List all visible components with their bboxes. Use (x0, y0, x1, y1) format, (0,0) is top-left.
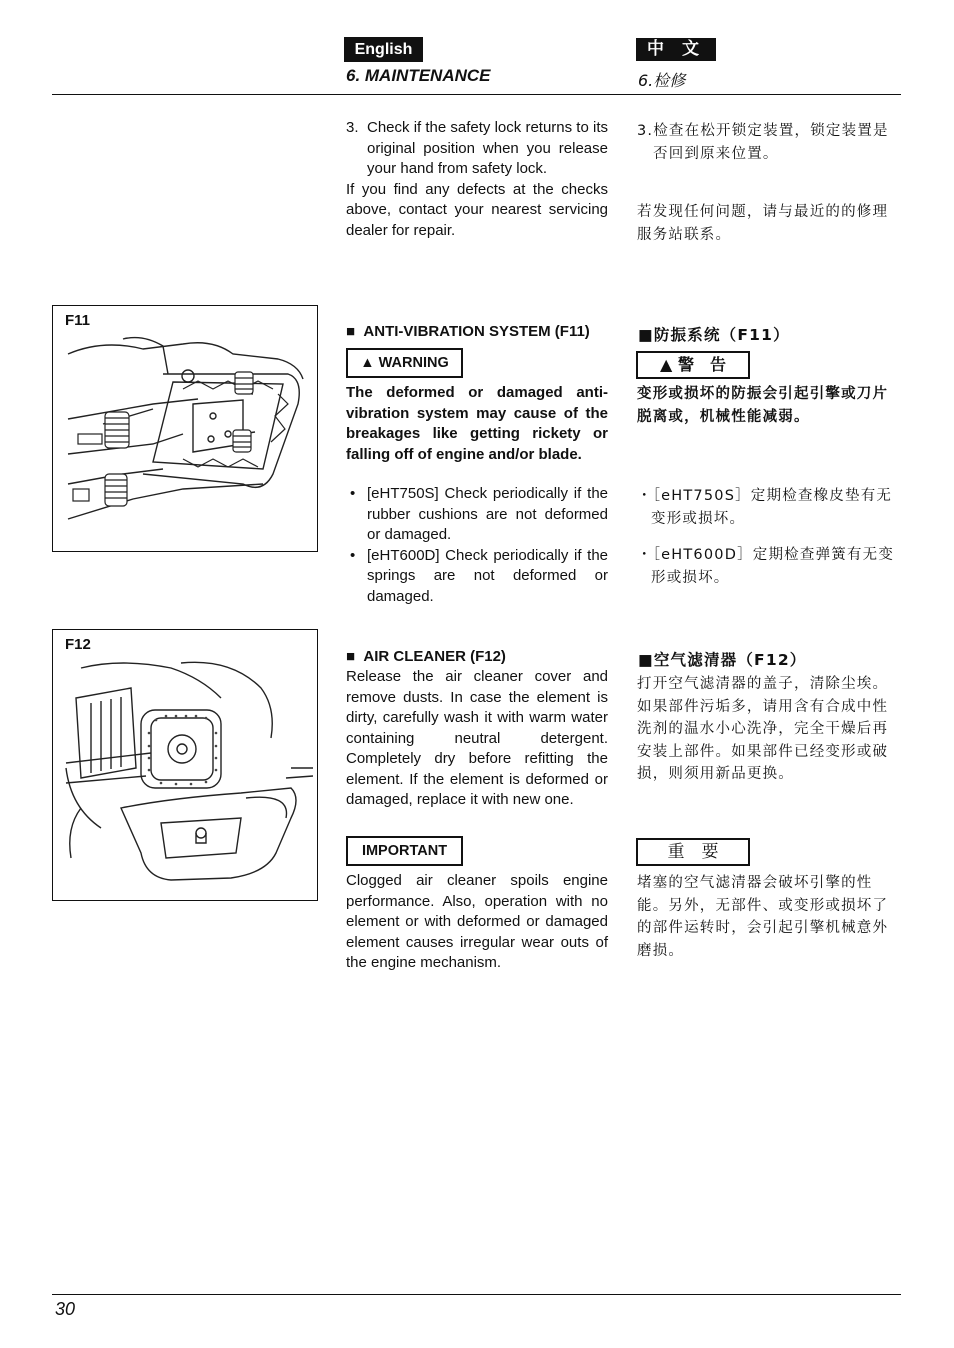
aircleaner-text-en: Release the air cleaner cover and remove dusts. In case the element is dirty, carefully wash it with warm water containing neutral detergent. Completely dry before refitting the element. If the element is deformed or damaged, replace it with new one. (346, 668, 608, 808)
warning-label-zh: 警 告 (677, 355, 726, 374)
important-badge-zh: 重 要 (636, 838, 750, 866)
check-block-en (346, 118, 608, 241)
warning-badge-zh (636, 351, 750, 379)
aircleaner-title-en: AIR CLEANER (F12) (363, 648, 506, 665)
list-item: • [eHT600D] Check periodically if the springs are not deformed or damaged. (346, 546, 608, 608)
antivibration-bullet-zh-2: ・［eHT600D］定期检查弹簧有无变形或损坏。 (637, 547, 895, 586)
warning-triangle-icon: ▲ (660, 355, 673, 374)
important-text-en: Clogged air cleaner spoils engine performance. Also, operation with no element or with deformed or damaged element causes irregular wear outs of the engine mechanism. (346, 872, 608, 971)
anti-vibration-illustration (63, 334, 313, 546)
antivibration-title-zh: ■防振系统（F11） (638, 326, 790, 344)
figure-f12-label: F12 (65, 636, 91, 653)
check-item-3-zh: 3.检查在松开锁定装置，锁定装置是否回到原来位置。 (637, 123, 889, 162)
warning-badge-en (346, 348, 463, 378)
heading-square-icon: ■ (346, 323, 356, 340)
list-item: • [eHT750S] Check periodically if the rubber cushions are not deformed or damaged. (346, 484, 608, 546)
check-item-text: Check if the safety lock returns to its original position when you release your hand from safety lock. (367, 119, 608, 177)
important-text-zh: 堵塞的空气滤清器会破坏引擎的性能。另外，无部件、或变形或损坏了的部件运转时，会引起引擎机械意外磨损。 (637, 875, 889, 959)
section-title-en: 6. MAINTENANCE (346, 66, 491, 85)
antivibration-title-en: ANTI-VIBRATION SYSTEM (F11) (363, 323, 590, 340)
page-number: 30 (55, 1299, 76, 1319)
figure-f11-label: F11 (65, 312, 91, 329)
antivibration-bullet-zh-1: ・［eHT750S］定期检查橡皮垫有无变形或损坏。 (637, 488, 893, 527)
check-item-3 (346, 118, 608, 180)
defects-note-en: If you find any defects at the checks above, contact your nearest servicing dealer for repair. (346, 180, 608, 239)
aircleaner-heading-en (346, 647, 506, 668)
air-cleaner-illustration (61, 658, 313, 896)
figure-f11 (52, 305, 318, 552)
header-divider (52, 94, 901, 95)
section-title-zh: 6.检修 (638, 71, 686, 90)
defects-note-zh: 若发现任何问题，请与最近的的修理服务站联系。 (637, 204, 889, 243)
figure-f12 (52, 629, 318, 901)
aircleaner-title-zh: ■空气滤清器（F12） (638, 651, 807, 669)
language-tab-english: English (344, 37, 423, 62)
antivibration-bullets-en (346, 484, 608, 607)
language-tab-chinese: 中 文 (636, 38, 716, 61)
warning-text-zh: 变形或损坏的防振会引起引擎或刀片脱离或，机械性能减弱。 (637, 386, 889, 425)
warning-text-en: The deformed or damaged anti-vibration system may cause of the breakages like getting rickety or falling off of engine and/or blade. (346, 384, 608, 463)
footer-divider (52, 1294, 901, 1295)
important-badge-en: IMPORTANT (346, 836, 463, 866)
check-item-number: 3. (346, 119, 359, 136)
warning-triangle-icon: ▲ (360, 355, 375, 371)
aircleaner-text-zh: 打开空气滤清器的盖子，清除尘埃。如果部件污垢多，请用含有合成中性洗剂的温水小心洗净，完全干燥后再安装上部件。如果部件已经变形或破损，则须用新品更换。 (637, 676, 889, 782)
antivibration-heading-en (346, 322, 590, 343)
heading-square-icon: ■ (346, 648, 356, 665)
warning-label-en: WARNING (378, 355, 449, 371)
